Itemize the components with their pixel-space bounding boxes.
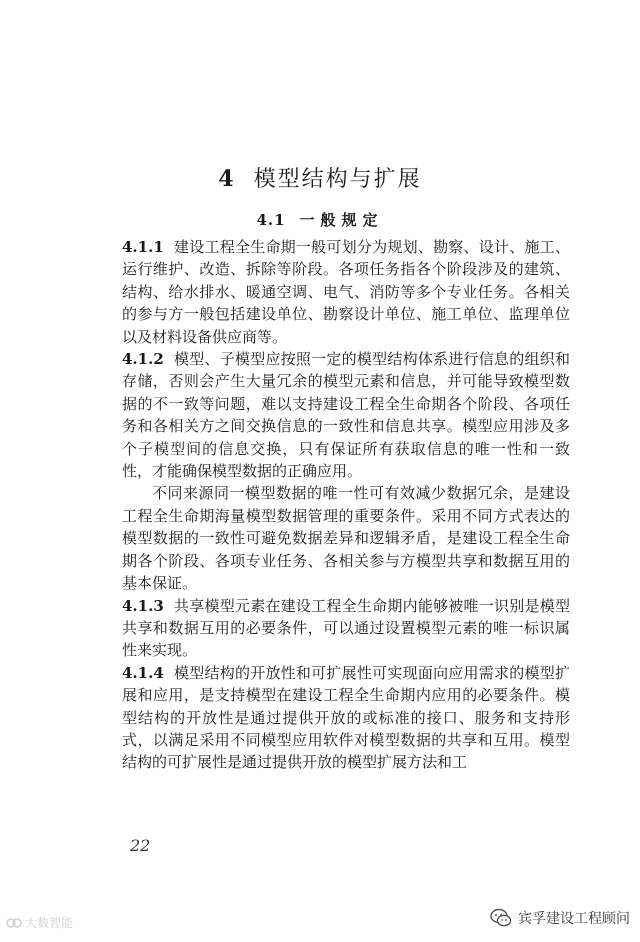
watermark-right-text: 宾孚建设工程顾问 bbox=[518, 911, 630, 927]
clause-number: 4.1.4 bbox=[122, 663, 164, 682]
clause-number: 4.1.3 bbox=[122, 596, 164, 615]
wechat-icon bbox=[490, 908, 512, 928]
paragraph-4-1-2 bbox=[122, 348, 570, 482]
watermark-left bbox=[6, 914, 73, 931]
body-text bbox=[122, 236, 570, 774]
watermark-right bbox=[490, 908, 630, 928]
paragraph-text: 共享模型元素在建设工程全生命期内能够被唯一识别是模型共享和数据互用的必要条件，可以通过设置模型元素的唯一标识属性来实现。 bbox=[122, 596, 570, 660]
paragraph-text: 模型结构的开放性和可扩展性可实现面向应用需求的模型扩展和应用，是支持模型在建设工程全生命期内应用的必要条件。模型结构的开放性是通过提供开放的或标准的接口、服务和支持形式，以满足采用不同模型应用软件对模型数据的共享和互用。模型结构的可扩展性是通过提供开放的模型扩展方法和工 bbox=[122, 663, 570, 772]
page-number: 22 bbox=[130, 836, 151, 855]
clause-number: 4.1.1 bbox=[122, 238, 164, 256]
chapter-title bbox=[0, 162, 640, 193]
chapter-title-text: 模型结构与扩展 bbox=[253, 167, 422, 192]
paragraph-4-1-4 bbox=[122, 662, 570, 774]
paragraph-text: 建设工程全生命期一般可划分为规划、勘察、设计、施工、运行维护、改造、拆除等阶段。各项任务指各个阶段涉及的建筑、结构、给水排水、暖通空调、电气、消防等多个专业任务。各相关的参与方一般包括建设单位、勘察设计单位、施工单位、监理单位以及材料设备供应商等。 bbox=[122, 238, 570, 346]
chapter-number: 4 bbox=[218, 166, 236, 192]
watermark-logo-icon bbox=[6, 916, 22, 930]
clause-number: 4.1.2 bbox=[122, 350, 164, 369]
paragraph-text: 模型、子模型应按照一定的模型结构体系进行信息的组织和存储，否则会产生大量冗余的模型元素和信息，并可能导致模型数据的不一致等问题，难以支持建设工程全生命期各个阶段、各项任务和各相关方之间交换信息的一致性和信息共享。模型应用涉及多个子模型间的信息交换，只有保证所有获取信息的唯一性和一致性，才能确保模型数据的正确应用。 bbox=[122, 350, 570, 481]
section-title bbox=[0, 209, 640, 230]
paragraph-4-1-2-continued bbox=[122, 482, 570, 594]
section-title-text: 一般规定 bbox=[299, 211, 384, 229]
paragraph-text: 不同来源同一模型数据的唯一性可有效减少数据冗余，是建设工程全生命期海量模型数据管理的重要条件。采用不同方式表达的模型数据的一致性可避免数据差异和逻辑矛盾，是建设工程全生命期各个阶段、各项专业任务、各相关参与方模型共享和数据互用的基本保证。 bbox=[122, 484, 570, 593]
watermark-left-text: 大数智能 bbox=[25, 916, 74, 930]
section-number: 4.1 bbox=[256, 211, 286, 229]
paragraph-4-1-1 bbox=[122, 236, 570, 348]
paragraph-4-1-3 bbox=[122, 595, 570, 662]
